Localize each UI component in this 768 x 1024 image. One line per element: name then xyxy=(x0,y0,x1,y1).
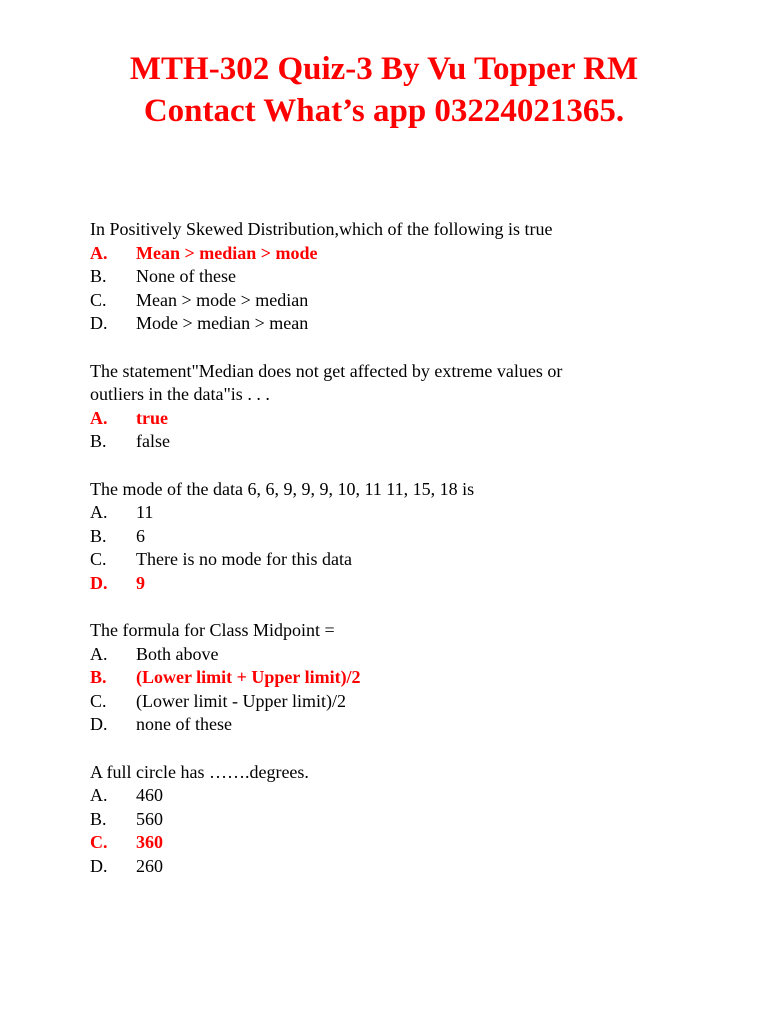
option-letter: A. xyxy=(90,407,108,428)
option-text: 6 xyxy=(136,525,145,546)
question-block xyxy=(90,360,730,454)
answer-option xyxy=(90,289,730,313)
question-block xyxy=(90,218,730,336)
question-block xyxy=(90,619,730,737)
answer-option xyxy=(90,312,730,336)
option-text: true xyxy=(136,407,168,428)
question-text: The formula for Class Midpoint = xyxy=(90,620,335,641)
answer-option xyxy=(90,713,730,737)
option-letter: D. xyxy=(90,714,108,735)
question-text: The statement"Median does not get affected by extreme values or outliers in the data"is . . . xyxy=(90,360,563,405)
option-text: false xyxy=(136,431,170,452)
option-letter: C. xyxy=(90,289,107,310)
answer-option xyxy=(90,690,730,714)
answer-option xyxy=(90,501,730,525)
answer-option-correct xyxy=(90,831,730,855)
answer-option-correct xyxy=(90,666,730,690)
option-letter: D. xyxy=(90,572,108,593)
option-letter: B. xyxy=(90,431,107,452)
option-text: There is no mode for this data xyxy=(136,549,352,570)
option-text: 260 xyxy=(136,856,163,877)
answer-option xyxy=(90,643,730,667)
answer-option-correct xyxy=(90,242,730,266)
option-letter: B. xyxy=(90,808,107,829)
question-text: In Positively Skewed Distribution,which of the following is true xyxy=(90,219,553,239)
answer-option xyxy=(90,265,730,289)
option-text: Mean > mode > median xyxy=(136,289,309,310)
answer-option xyxy=(90,808,730,832)
answer-option xyxy=(90,855,730,879)
option-text: None of these xyxy=(136,266,236,287)
option-letter: B. xyxy=(90,266,107,287)
question-text: A full circle has …….degrees. xyxy=(90,761,309,782)
question-block xyxy=(90,478,730,596)
option-text: Mode > median > mean xyxy=(136,313,309,334)
option-text: none of these xyxy=(136,714,232,735)
option-letter: B. xyxy=(90,667,107,688)
quiz-questions xyxy=(90,218,730,902)
answer-option xyxy=(90,548,730,572)
answer-option xyxy=(90,430,730,454)
option-text: 11 xyxy=(136,502,154,523)
option-text: (Lower limit - Upper limit)/2 xyxy=(136,690,346,711)
question-block xyxy=(90,761,730,879)
option-letter: A. xyxy=(90,242,108,263)
option-letter: A. xyxy=(90,785,108,806)
title-line-2: Contact What’s app 03224021365. xyxy=(143,93,625,129)
option-letter: C. xyxy=(90,832,108,853)
document-title xyxy=(0,48,768,132)
option-text: 360 xyxy=(136,832,163,853)
option-letter: A. xyxy=(90,643,108,664)
answer-option-correct xyxy=(90,407,730,431)
option-text: Both above xyxy=(136,643,219,664)
answer-option xyxy=(90,784,730,808)
option-letter: A. xyxy=(90,502,108,523)
option-text: (Lower limit + Upper limit)/2 xyxy=(136,667,361,688)
option-text: Mean > median > mode xyxy=(136,242,318,263)
answer-option xyxy=(90,525,730,549)
option-text: 9 xyxy=(136,572,145,593)
option-text: 560 xyxy=(136,808,163,829)
title-line-1: MTH-302 Quiz-3 By Vu Topper RM xyxy=(129,51,639,87)
option-letter: B. xyxy=(90,525,107,546)
option-letter: D. xyxy=(90,856,108,877)
option-letter: C. xyxy=(90,549,107,570)
answer-option-correct xyxy=(90,572,730,596)
option-text: 460 xyxy=(136,785,163,806)
option-letter: D. xyxy=(90,313,108,334)
question-text: The mode of the data 6, 6, 9, 9, 9, 10, 11 11, 15, 18 is xyxy=(90,478,475,499)
option-letter: C. xyxy=(90,690,107,711)
